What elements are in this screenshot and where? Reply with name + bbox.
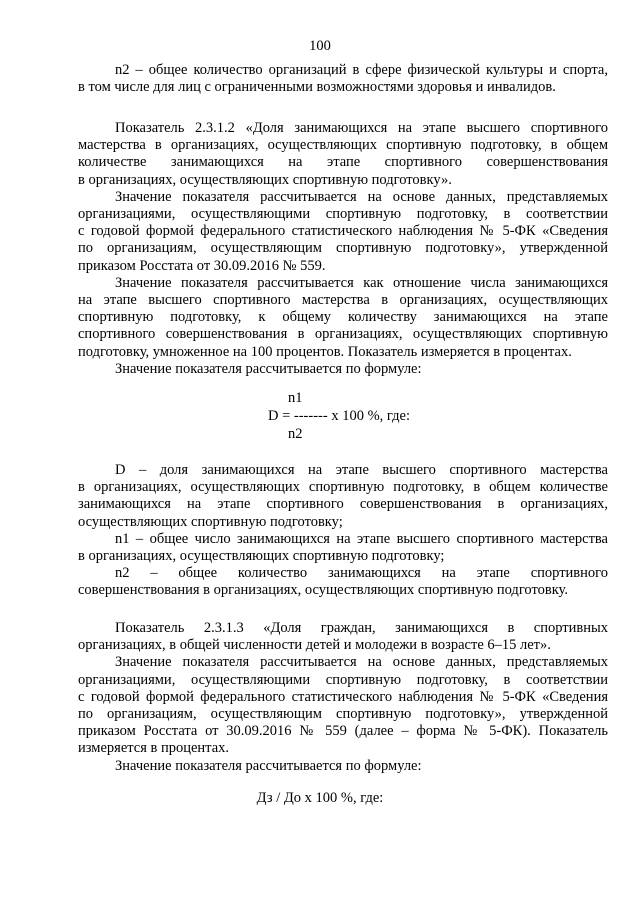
- text-line: Значение показателя рассчитывается как отношение числа занимающихся: [115, 274, 608, 291]
- text-line: по организациям, осуществляющим спортивную подготовку», утвержденной: [78, 706, 608, 723]
- text-line: организациях, в общей численности детей и молодежи в возрасте 6–15 лет».: [78, 637, 551, 654]
- block-n2-definition: [78, 62, 608, 96]
- text-line: приказом Росстата от 30.09.2016 № 559.: [78, 257, 326, 274]
- block-indicator-2-3-1-3: [78, 620, 608, 775]
- text-line: измеряется в процентах.: [78, 740, 230, 757]
- text-line: мастерства в организациях, осуществляющих спортивную подготовку, в общем: [78, 137, 608, 154]
- formula-percentage: Дз / До х 100 %, где:: [256, 790, 384, 806]
- text-line: спортивного совершенствования в организациях, осуществляющих спортивную: [78, 326, 608, 343]
- text-line: Значение показателя рассчитывается на основе данных, представляемых: [115, 188, 608, 205]
- text-line: n1 – общее число занимающихся на этапе высшего спортивного мастерства: [115, 530, 608, 547]
- text-line: занимающихся на этапе спортивного совершенствования в организациях,: [78, 496, 608, 513]
- text-line: в организациях, осуществляющих спортивную подготовку».: [78, 171, 452, 188]
- text-line: Значение показателя рассчитывается по формуле:: [115, 360, 422, 377]
- text-line: осуществляющих спортивную подготовку;: [78, 513, 343, 530]
- text-line: n2 – общее количество занимающихся на этапе спортивного: [115, 565, 608, 582]
- text-line: Показатель 2.3.1.2 «Доля занимающихся на этапе высшего спортивного: [115, 120, 608, 136]
- formula-denominator: n2: [288, 426, 303, 442]
- text-line: количестве занимающихся на этапе спортивного совершенствования: [78, 154, 608, 171]
- text-line: с годовой формой федерального статистического наблюдения № 5-ФК «Сведения: [78, 223, 608, 240]
- page-number: 100: [309, 38, 331, 54]
- text-line: Показатель 2.3.1.3 «Доля граждан, занимающихся в спортивных: [115, 620, 608, 636]
- text-line: D – доля занимающихся на этапе высшего спортивного мастерства: [115, 462, 608, 478]
- text-line: на этапе высшего спортивного мастерства в организациях, осуществляющих: [78, 292, 608, 309]
- block-variable-definitions: [78, 462, 608, 600]
- text-line: в организациях, осуществляющих спортивную подготовку;: [78, 548, 445, 565]
- text-line: в том числе для лиц с ограниченными возможностями здоровья и инвалидов.: [78, 79, 556, 96]
- text-line: организациями, осуществляющими спортивную подготовку, в соответствии: [78, 671, 608, 688]
- text-line: Значение показателя рассчитывается по формуле:: [115, 757, 422, 774]
- text-line: в организациях, осуществляющих спортивную подготовку, в общем количестве: [78, 479, 608, 496]
- text-line: с годовой формой федерального статистического наблюдения № 5-ФК «Сведения: [78, 688, 608, 705]
- block-indicator-2-3-1-2: [78, 120, 608, 378]
- text-line: по организациям, осуществляющим спортивную подготовку», утвержденной: [78, 240, 608, 257]
- formula-numerator: n1: [288, 390, 303, 406]
- text-line: Значение показателя рассчитывается на основе данных, представляемых: [115, 654, 608, 671]
- text-line: n2 – общее количество организаций в сфере физической культуры и спорта,: [115, 62, 608, 78]
- text-line: совершенствования в организациях, осуществляющих спортивную подготовку.: [78, 582, 568, 599]
- text-line: подготовку, умноженное на 100 процентов. Показатель измеряется в процентах.: [78, 343, 572, 360]
- text-line: приказом Росстата от 30.09.2016 № 559 (далее – форма № 5-ФК). Показатель: [78, 723, 608, 740]
- text-line: организациями, осуществляющими спортивную подготовку, в соответствии: [78, 206, 608, 223]
- text-line: спортивную подготовку, к общему количеству занимающихся на этапе: [78, 309, 608, 326]
- formula-main-line: D = ------- х 100 %, где:: [268, 408, 410, 424]
